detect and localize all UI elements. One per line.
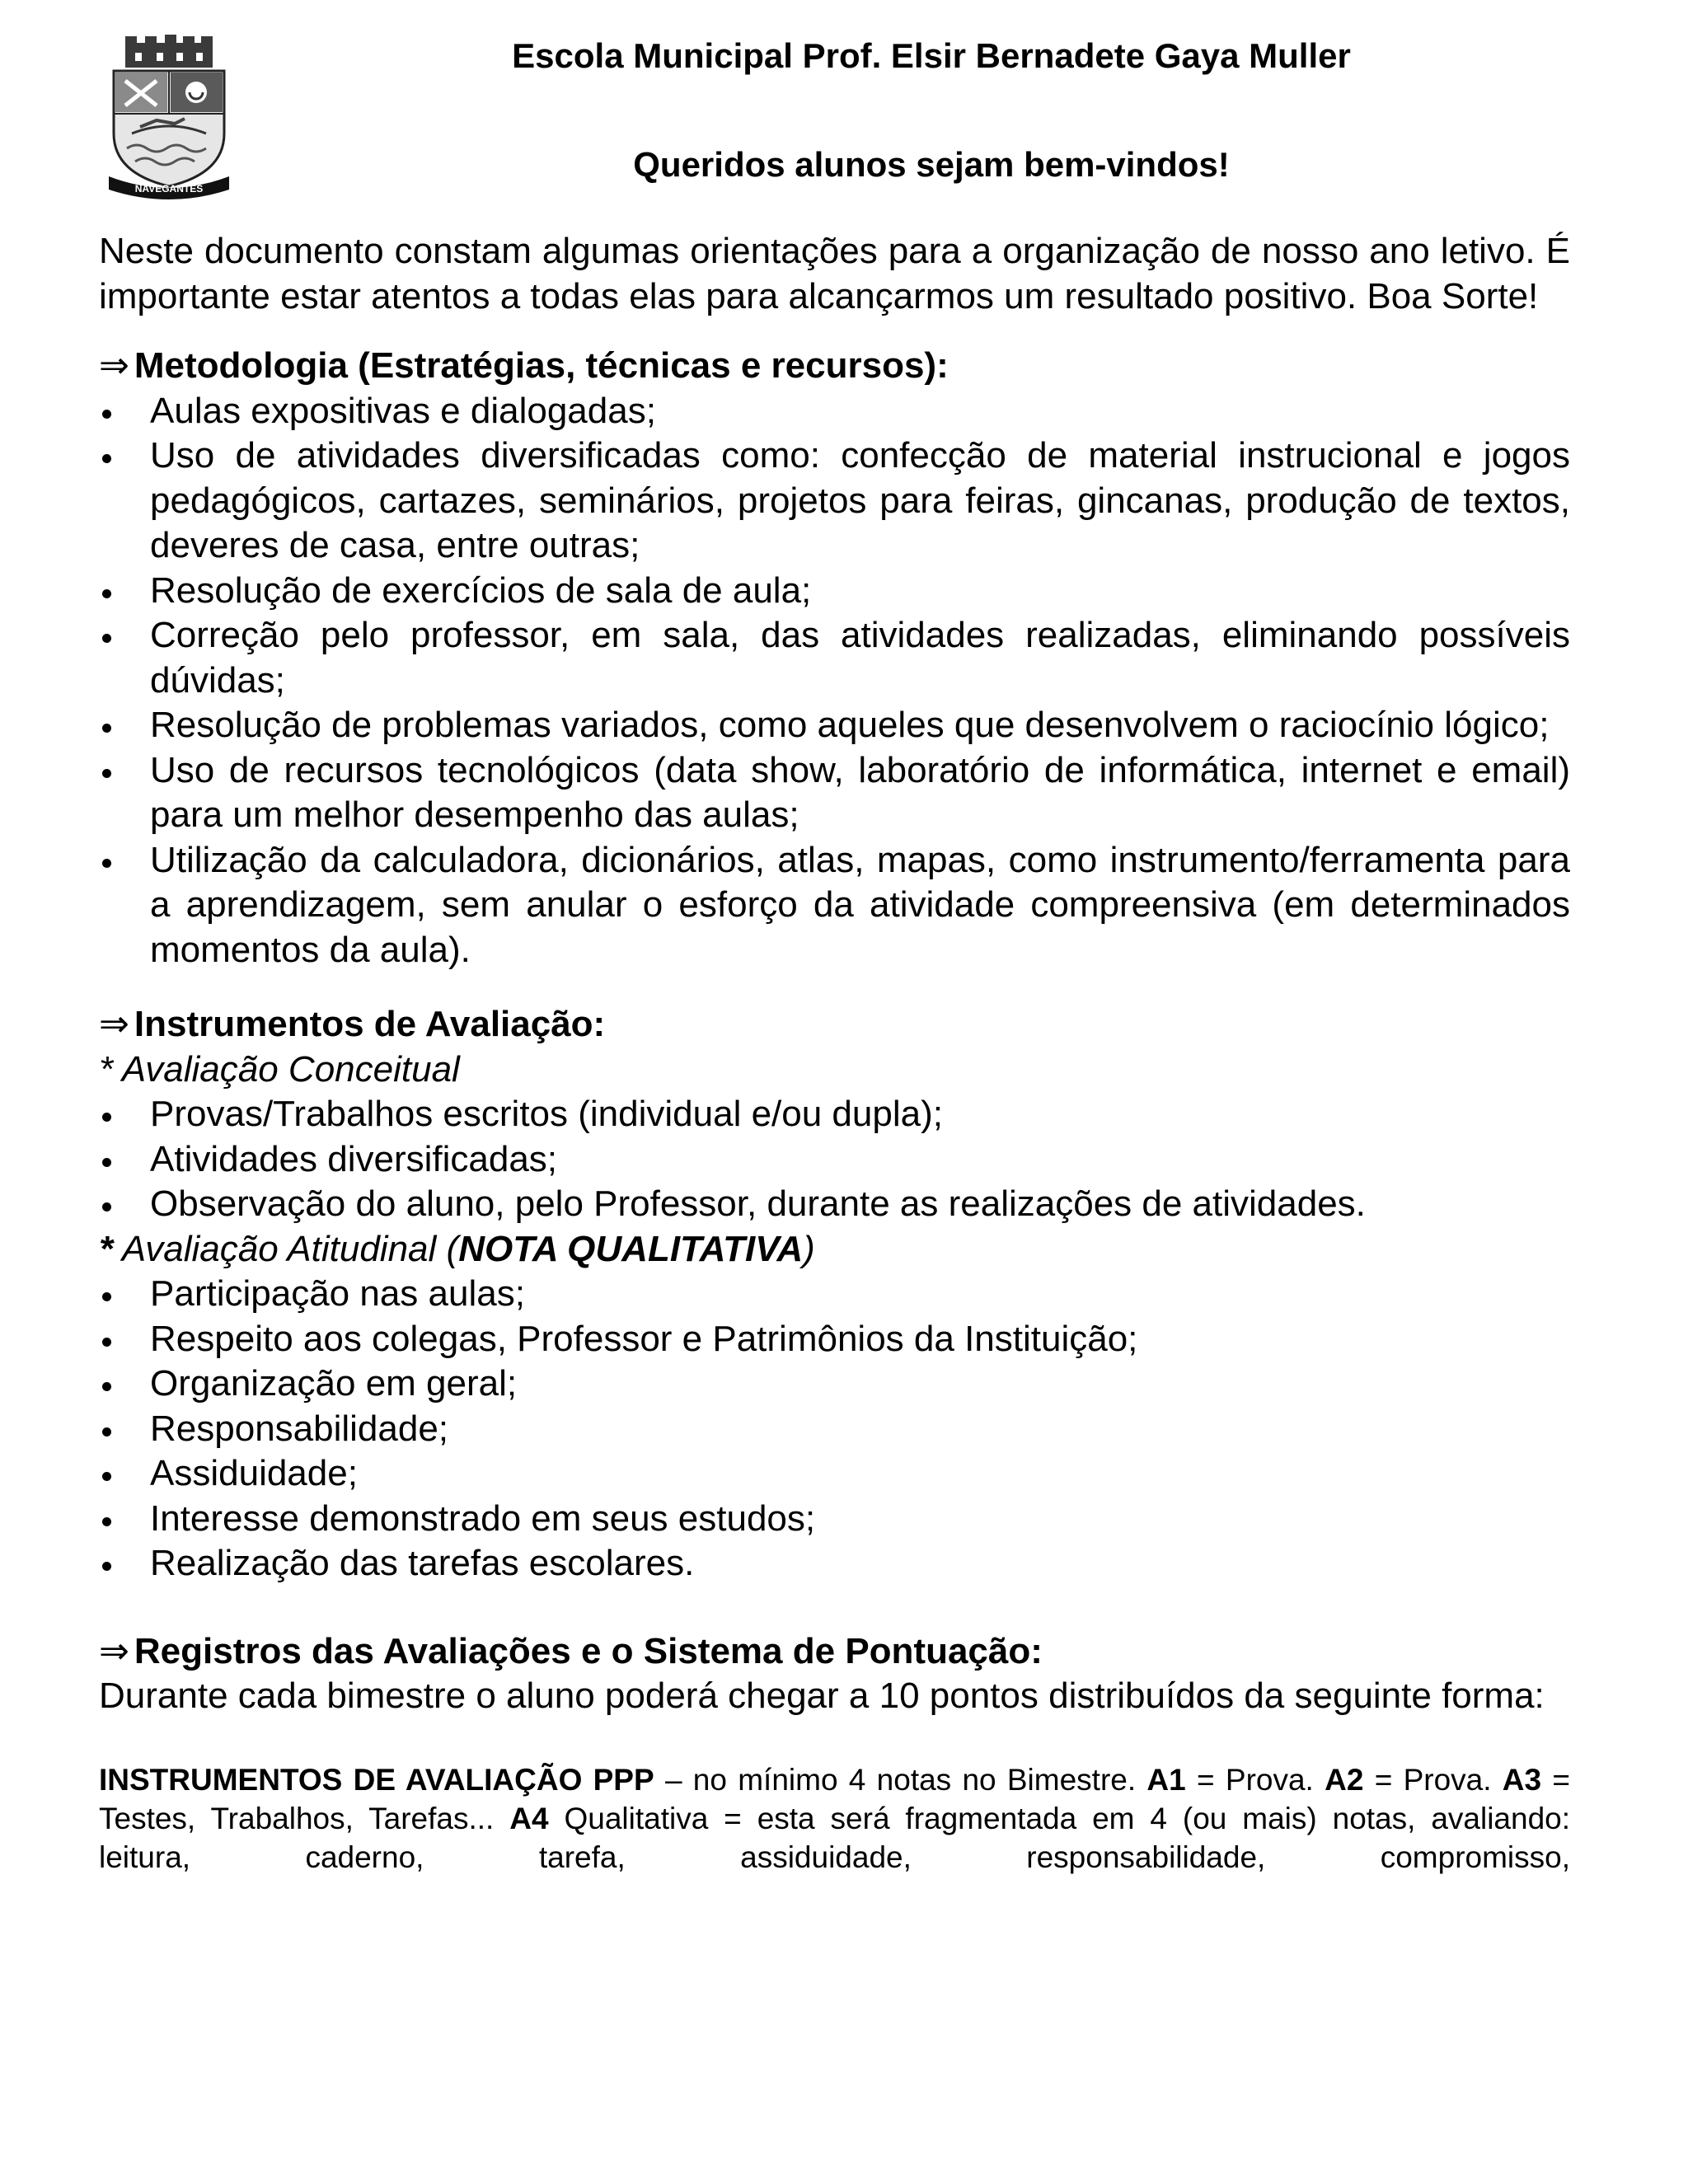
footer-text: – no mínimo 4 notas no Bimestre.	[654, 1762, 1147, 1797]
school-name-heading: Escola Municipal Prof. Elsir Bernadete Gaya Muller	[512, 36, 1351, 75]
list-item: Aulas expositivas e dialogadas;	[99, 389, 1570, 434]
list-item: Realização das tarefas escolares.	[99, 1541, 1570, 1586]
footer-a4-label: A4	[509, 1801, 549, 1835]
document-body	[99, 229, 1570, 1907]
footer-text: Qualitativa = esta será fragmentada em 4 (ou mais) notas, avaliando: leitura, caderno, tarefa, assiduidade, responsabilidade, compromisso,	[99, 1801, 1571, 1874]
arrow-right-icon: ⇒	[99, 1629, 129, 1672]
list-item: Responsabilidade;	[99, 1407, 1570, 1452]
methodology-title: Metodologia (Estratégias, técnicas e recursos):	[134, 345, 949, 386]
arrow-right-icon: ⇒	[99, 1003, 129, 1045]
list-item: Correção pelo professor, em sala, das atividades realizadas, eliminando possíveis dúvidas;	[99, 613, 1570, 703]
list-item: Uso de recursos tecnológicos (data show, laboratório de informática, internet e email) para um melhor desempenho das aulas;	[99, 748, 1570, 838]
attitudinal-label	[99, 1227, 1570, 1272]
crest-banner-text: NAVEGANTES	[134, 183, 204, 194]
footer-a3-label: A3	[1502, 1762, 1542, 1797]
attitudinal-list	[99, 1272, 1570, 1586]
records-heading	[99, 1629, 1570, 1675]
list-item: Resolução de exercícios de sala de aula;	[99, 569, 1570, 614]
list-item: Respeito aos colegas, Professor e Patrimônios da Instituição;	[99, 1317, 1570, 1362]
attitudinal-bold-text: NOTA QUALITATIVA	[458, 1228, 804, 1269]
list-item: Interesse demonstrado em seus estudos;	[99, 1497, 1570, 1542]
footer-paragraph	[99, 1760, 1570, 1877]
list-item: Assiduidade;	[99, 1451, 1570, 1497]
attitudinal-close: )	[803, 1228, 815, 1269]
methodology-heading	[99, 344, 1570, 389]
list-item: Utilização da calculadora, dicionários, atlas, mapas, como instrumento/ferramenta para a aprendizagem, sem anular o esforço da atividade compreensiva (em determinados momentos da aula).	[99, 838, 1570, 973]
records-paragraph: Durante cada bimestre o aluno poderá chegar a 10 pontos distribuídos da seguinte forma:	[99, 1675, 1545, 1716]
list-item: Atividades diversificadas;	[99, 1137, 1570, 1183]
footer-instruments-label: INSTRUMENTOS DE AVALIAÇÃO PPP	[99, 1762, 654, 1797]
records-title: Registros das Avaliações e o Sistema de Pontuação:	[134, 1630, 1043, 1671]
attitudinal-label-text: Avaliação Atitudinal (	[121, 1228, 459, 1269]
conceptual-label: * Avaliação Conceitual	[99, 1048, 460, 1090]
instruments-title: Instrumentos de Avaliação:	[134, 1004, 606, 1044]
attitudinal-star: *	[99, 1228, 114, 1269]
footer-a1-label: A1	[1146, 1762, 1186, 1797]
municipal-crest-icon	[107, 35, 231, 199]
list-item: Organização em geral;	[99, 1361, 1570, 1407]
list-item: Provas/Trabalhos escritos (individual e/ou dupla);	[99, 1092, 1570, 1137]
footer-text: = Testes, Trabalhos, Tarefas...	[99, 1762, 1570, 1835]
intro-paragraph: Neste documento constam algumas orientações para a organização de nosso ano letivo. É importante estar atentos a todas elas para alcançarmos um resultado positivo. Boa Sorte!	[99, 231, 1570, 316]
footer-a2-label: A2	[1325, 1762, 1364, 1797]
conceptual-list	[99, 1092, 1570, 1227]
methodology-list	[99, 389, 1570, 973]
footer-text: = Prova.	[1185, 1762, 1325, 1797]
list-item: Participação nas aulas;	[99, 1272, 1570, 1317]
list-item: Uso de atividades diversificadas como: confecção de material instrucional e jogos pedagógicos, cartazes, seminários, projetos para feiras, gincanas, produção de textos, deveres de casa, entre outras;	[99, 434, 1570, 569]
instruments-heading	[99, 1002, 1570, 1047]
footer-text: = Prova.	[1363, 1762, 1503, 1797]
welcome-heading: Queridos alunos sejam bem-vindos!	[633, 145, 1230, 184]
arrow-right-icon: ⇒	[99, 344, 129, 387]
list-item: Resolução de problemas variados, como aqueles que desenvolvem o raciocínio lógico;	[99, 703, 1570, 748]
list-item: Observação do aluno, pelo Professor, durante as realizações de atividades.	[99, 1182, 1570, 1227]
